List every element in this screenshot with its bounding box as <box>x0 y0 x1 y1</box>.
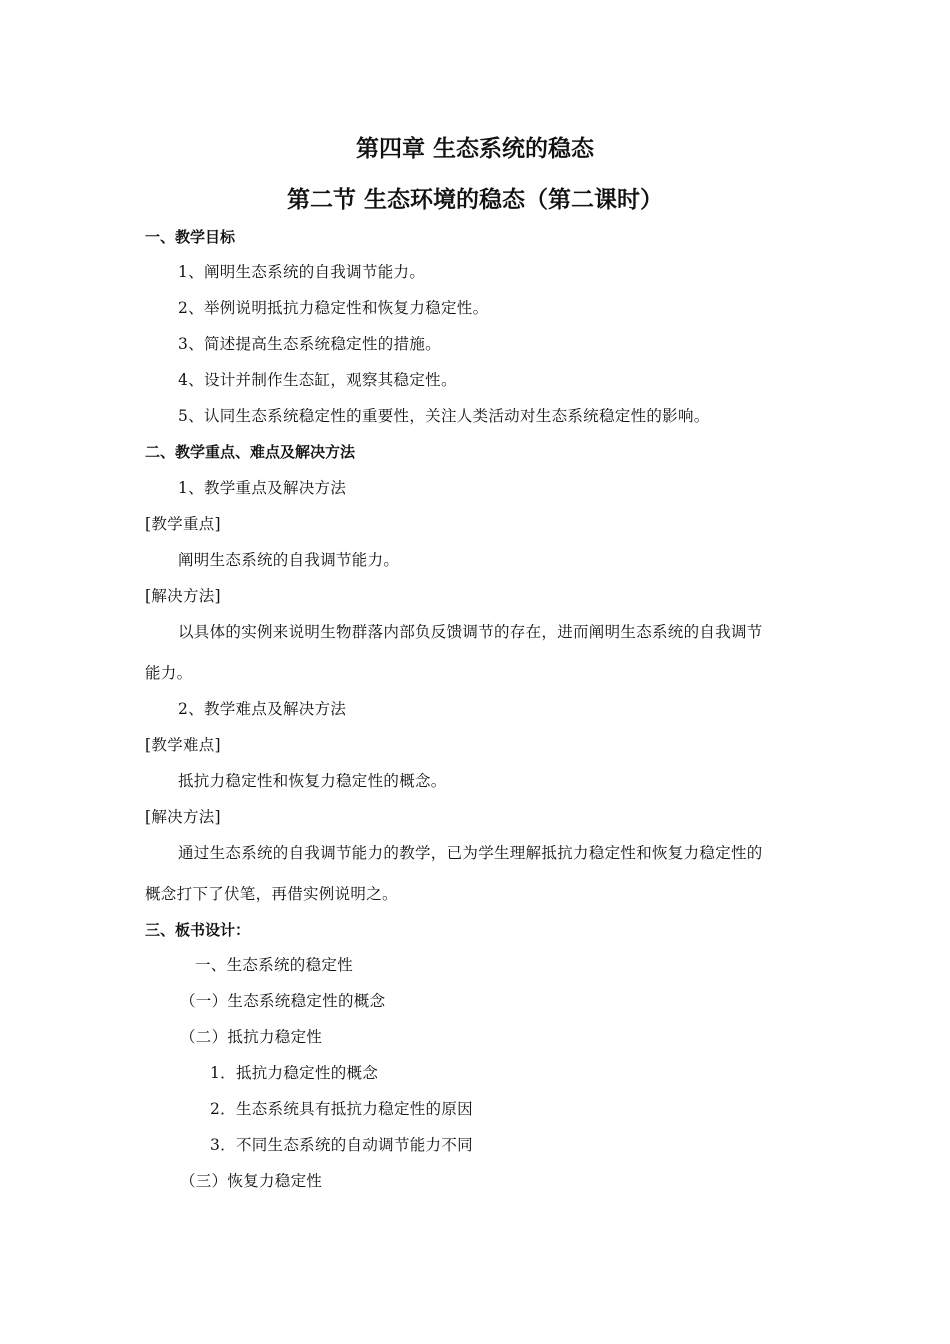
objective-item: 5、认同生态系统稳定性的重要性，关注人类活动对生态系统稳定性的影响。 <box>178 407 710 425</box>
section-heading-key-points: 二、教学重点、难点及解决方法 <box>145 443 356 461</box>
bracket-label: [教学重点] <box>145 515 221 533</box>
outline-item: 2．生态系统具有抵抗力稳定性的原因 <box>210 1100 473 1118</box>
paragraph-text: 能力。 <box>145 664 193 682</box>
objective-item: 3、简述提高生态系统稳定性的措施。 <box>178 335 441 353</box>
outline-item: 一、生态系统的稳定性 <box>195 956 354 974</box>
bracket-label: [教学难点] <box>145 736 221 754</box>
bracket-label: [解决方法] <box>145 808 221 826</box>
objective-item: 2、举例说明抵抗力稳定性和恢复力稳定性。 <box>178 299 489 317</box>
subsection-title: 2、教学难点及解决方法 <box>178 700 347 718</box>
section-heading-objectives: 一、教学目标 <box>145 228 236 246</box>
objective-item: 4、设计并制作生态缸，观察其稳定性。 <box>178 371 457 389</box>
paragraph-text: 以具体的实例来说明生物群落内部负反馈调节的存在，进而阐明生态系统的自我调节 <box>178 623 763 641</box>
section-heading-board-design: 三、板书设计： <box>145 921 251 939</box>
outline-item: （二）抵抗力稳定性 <box>180 1028 323 1046</box>
objective-item: 1、阐明生态系统的自我调节能力。 <box>178 263 426 281</box>
chapter-title: 第四章 生态系统的稳态 <box>355 136 594 162</box>
bracket-label: [解决方法] <box>145 587 221 605</box>
paragraph-text: 通过生态系统的自我调节能力的教学，已为学生理解抵抗力稳定性和恢复力稳定性的 <box>178 844 763 862</box>
paragraph-text: 抵抗力稳定性和恢复力稳定性的概念。 <box>178 772 447 790</box>
section-title: 第二节 生态环境的稳态（第二课时） <box>286 187 663 213</box>
paragraph-text: 阐明生态系统的自我调节能力。 <box>178 551 400 569</box>
outline-item: 3．不同生态系统的自动调节能力不同 <box>210 1136 473 1154</box>
outline-item: 1．抵抗力稳定性的概念 <box>210 1064 379 1082</box>
subsection-title: 1、教学重点及解决方法 <box>178 479 347 497</box>
outline-item: （一）生态系统稳定性的概念 <box>180 992 386 1010</box>
outline-item: （三）恢复力稳定性 <box>180 1172 323 1190</box>
paragraph-text: 概念打下了伏笔，再借实例说明之。 <box>145 885 398 903</box>
